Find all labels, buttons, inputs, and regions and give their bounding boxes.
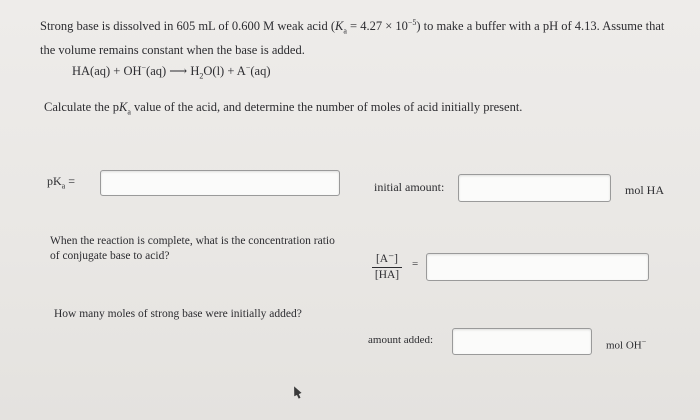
problem-line1-a: Strong base is dissolved in 605 mL of 0.600 M weak acid (: [40, 19, 335, 34]
instruction-k: K: [118, 100, 128, 114]
reaction-equation: [72, 63, 270, 81]
a-charge: −: [245, 63, 251, 72]
base-question: How many moles of strong base were initially added?: [54, 308, 302, 320]
instruction-sub: a: [127, 107, 131, 117]
ka-exponent: −5: [407, 18, 417, 27]
instruction-b: value of the acid, and determine the number of moles of acid initially present.: [130, 100, 523, 114]
equation-products: O(l) + A: [203, 64, 246, 79]
problem-statement: [40, 14, 680, 59]
oh-charge: −: [141, 63, 147, 72]
initial-amount-label: initial amount:: [374, 180, 445, 194]
ratio-question-line2: of conjugate base to acid?: [50, 250, 170, 262]
amount-added-unit-text: mol OH: [606, 339, 642, 352]
amount-added-unit: [606, 337, 646, 352]
ratio-numerator: [A⁻]: [372, 253, 402, 268]
pka-input[interactable]: [100, 170, 340, 196]
instruction-a: Calculate the p: [44, 100, 119, 114]
ratio-question: [50, 234, 335, 264]
initial-amount-input[interactable]: [458, 174, 611, 202]
pka-label-eq: =: [65, 174, 76, 188]
ratio-input[interactable]: [426, 253, 649, 281]
equation-arrow: (aq) ⟶ H: [146, 64, 200, 79]
equation-reactants: HA(aq) + OH: [72, 64, 142, 79]
initial-amount-unit: mol HA: [625, 183, 664, 197]
ratio-question-line1: When the reaction is complete, what is the concentration ratio: [50, 235, 335, 247]
amount-added-unit-charge: −: [641, 337, 647, 346]
pka-label-text: pK: [47, 174, 62, 188]
mouse-cursor-icon: [290, 385, 301, 397]
equation-tail: (aq): [250, 64, 271, 79]
problem-line2: the volume remains constant when the base is added.: [40, 42, 305, 57]
pka-label: [47, 174, 75, 190]
problem-line1-c: ) to make a buffer with a pH of 4.13. Assume that: [416, 19, 665, 34]
ratio-fraction: [372, 253, 402, 282]
pka-label-sub: a: [61, 181, 66, 191]
ratio-equals: =: [412, 258, 419, 270]
ka-symbol: K: [334, 19, 344, 34]
ka-subscript: a: [343, 26, 347, 36]
amount-added-label: amount added:: [368, 334, 434, 346]
amount-added-input[interactable]: [452, 328, 592, 355]
problem-line1-b: = 4.27 × 10: [346, 19, 408, 34]
h2o-subscript: 2: [199, 71, 204, 81]
ratio-denominator: [HA]: [374, 269, 400, 281]
instruction-text: [44, 100, 522, 117]
